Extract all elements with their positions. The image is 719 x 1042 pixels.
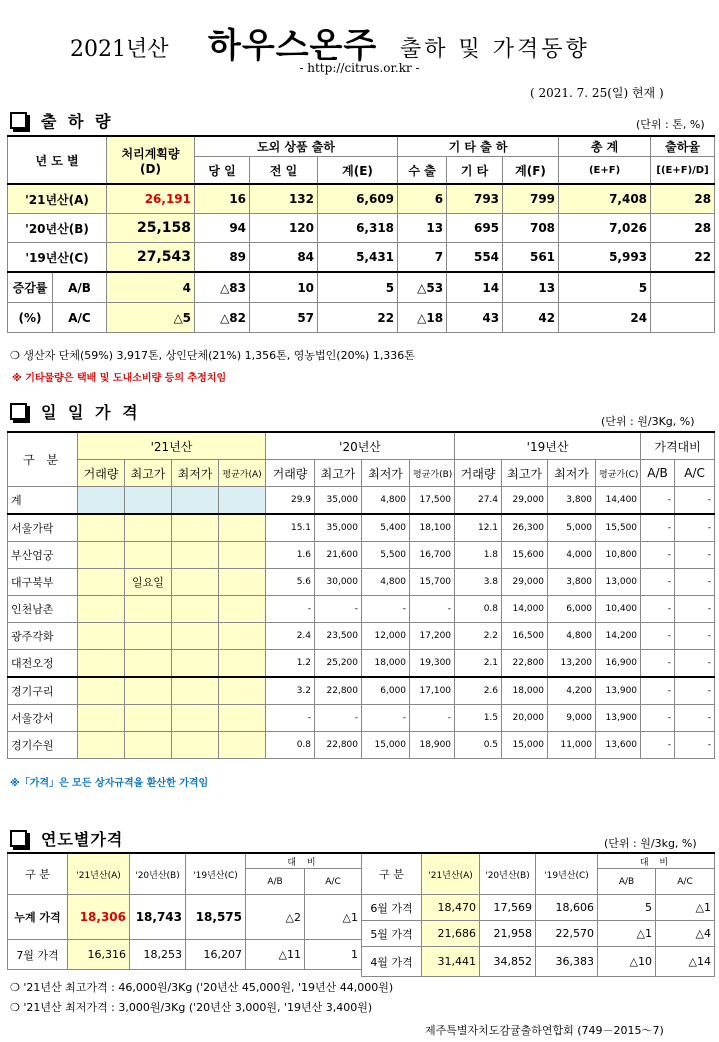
table-row: 6월 가격 18,470 17,569 18,606 5 △1 xyxy=(362,895,715,921)
table-row: 경기구리 3.2 22,800 6,000 17,100 2.6 18,000 4,200 13,900 - - xyxy=(8,677,715,705)
section-yearly-title xyxy=(10,827,123,850)
section-label: 출 하 량 xyxy=(41,112,114,131)
table-row: 대구북부 일요일 5.6 30,000 4,800 15,700 3.8 29,000 3,800 13,000 - - xyxy=(8,569,715,596)
header-year: 년 도 별 xyxy=(8,136,107,184)
header-total-code: (E+F) xyxy=(559,157,651,185)
header-today: 당 일 xyxy=(195,157,250,185)
table-row: 대전오정 1.2 25,200 18,000 19,300 2.1 22,800 13,200 16,900 - - xyxy=(8,650,715,678)
table-row: 서울가락 15.1 35,000 5,400 18,100 12.1 26,300 5,000 15,500 - - xyxy=(8,514,715,542)
yearly-left-table: 구 분 '21년산(A) '20년산(B) '19년산(C) 대 비 A/B A/C 누계 가격 18,306 18,743 18,575 △2 △1 7월 가격 16,316 18,253 16,207 △11 1 xyxy=(7,852,362,970)
header-rate: 출하율 xyxy=(651,136,715,157)
title-subtitle: 출하 및 가격동향 xyxy=(400,37,590,62)
yearly-note-max: ❍ '21년산 최고가격 : 46,000원/3Kg ('20년산 45,000원, '19년산 44,000원) xyxy=(10,981,394,994)
header-subtotal-f: 계(F) xyxy=(503,157,559,185)
checkbox-square-icon xyxy=(10,112,27,129)
table-row: 7월 가격 16,316 18,253 16,207 △11 1 xyxy=(8,940,362,970)
table-row: 누계 가격 18,306 18,743 18,575 △2 △1 xyxy=(8,895,362,940)
table-row: '19년산(C) 27,543 89 84 5,431 7 554 561 5,993 22 xyxy=(8,243,715,273)
table-row: 계 29.9 35,000 4,800 17,500 27.4 29,000 3,800 14,400 - - xyxy=(8,487,715,515)
header-subtotal-e: 계(E) xyxy=(318,157,398,185)
header-plan: 처리계획량 (D) xyxy=(107,136,195,184)
header-div: 구 분 xyxy=(8,432,78,487)
table-row: 서울강서 - - - - 1.5 20,000 9,000 13,900 - - xyxy=(8,705,715,732)
title-main: 하우스온주 xyxy=(208,26,378,66)
checkbox-square-icon xyxy=(10,403,27,420)
table-row: 경기수원 0.8 22,800 15,000 18,900 0.5 15,000 11,000 13,600 - - xyxy=(8,732,715,759)
yearly-note-min: ❍ '21년산 최저가격 : 3,000원/3Kg ('20년산 3,000원, '19년산 3,400원) xyxy=(10,1001,373,1014)
section-shipment-title xyxy=(10,109,114,132)
table-row: 5월 가격 21,686 21,958 22,570 △1 △4 xyxy=(362,921,715,947)
circle-bullet-icon: ❍ xyxy=(10,1001,20,1014)
table-row: 증감률 A/B 4 △83 10 5 △53 14 13 5 xyxy=(8,272,715,303)
shipment-note-estimate: ※ 기타물량은 택배 및 도내소비량 등의 추정치임 xyxy=(12,373,227,384)
daily-rows xyxy=(8,487,715,759)
circle-bullet-icon: ❍ xyxy=(10,349,20,362)
header-rate-code: [(E+F)/D] xyxy=(651,157,715,185)
header-prev-day: 전 일 xyxy=(250,157,318,185)
header-other: 기 타 출 하 xyxy=(398,136,559,157)
checkbox-square-icon xyxy=(10,830,27,847)
site-url: - http://citrus.or.kr - xyxy=(299,61,420,75)
header-domestic: 도외 상품 출하 xyxy=(195,136,398,157)
header-export: 수 출 xyxy=(398,157,447,185)
header-etc: 기 타 xyxy=(447,157,503,185)
header-y19: '19년산 xyxy=(455,432,641,460)
footer-org: 제주특별자치도감귤출하연합회 (749－2015～7) xyxy=(425,1024,664,1037)
header-y21: '21년산 xyxy=(78,432,266,460)
shipment-note-producers: ❍ 생산자 단체(59%) 3,917톤, 상인단체(21%) 1,356톤, 영농법인(20%) 1,336톤 xyxy=(10,349,415,362)
table-row: 인천남촌 - - - - 0.8 14,000 6,000 10,400 - - xyxy=(8,596,715,623)
table-row: 부산엄궁 1.6 21,600 5,500 16,700 1.8 15,600 4,000 10,800 - - xyxy=(8,542,715,569)
daily-note: ※「가격」은 모든 상자규격을 환산한 가격임 xyxy=(10,778,209,789)
daily-price-table: 구 분 '21년산 '20년산 '19년산 가격대비 거래량 최고가 최저가 평균가(A) 거래량 최고가 최저가 평균가(B) 거래량 최고가 최저가 평균가(C) A/B A/C 계 29.9 35,000 4,800 17,500 27.4 29,000 3,800 14,400 - - 서울가락 15.1 35,000 5,400 18,100 12.1 26,300 5,000 15,500 - - 부산엄궁 1.6 21,600 5,500 16,700 1.8 15,600 4,000 10,800 - - 대구북부 일요일 5.6 30,000 4,800 15,700 3.8 29,000 3,800 13,000 - - 인천남촌 - - - - 0.8 14,000 6,000 10,400 - - 광주각화 2.4 23,500 12,000 17,200 2.2 16,500 4,800 14,200 - - 대전오정 1.2 25,200 18,000 19,300 2.1 22,800 13,200 16,900 - - 경기구리 3.2 22,800 6,000 17,100 2.6 18,000 4,200 13,900 - - 서울강서 - - - - 1.5 20,000 9,000 13,900 - - 경기수원 0.8 22,800 15,000 18,900 0.5 15,000 11,000 13,600 - - xyxy=(7,431,715,759)
yearly-unit: (단위 : 원/3kg, %) xyxy=(604,837,697,850)
shipment-table xyxy=(7,135,715,333)
header-cmp: 가격대비 xyxy=(641,432,715,460)
shipment-unit: (단위 : 톤, %) xyxy=(636,118,705,131)
daily-unit: (단위 : 원/3Kg, %) xyxy=(601,415,695,428)
report-date: ( 2021. 7. 25(일) 현재 ) xyxy=(530,86,664,100)
table-row: '20년산(B) 25,158 94 120 6,318 13 695 708 7,026 28 xyxy=(8,214,715,243)
yearly-right-table: 구 분 '21년산(A) '20년산(B) '19년산(C) 대 비 A/B A/C 6월 가격 18,470 17,569 18,606 5 △1 5월 가격 21,686 21,958 22,570 △1 △4 4월 가격 31,441 34,852 36,383 △10 △14 xyxy=(361,852,715,977)
table-row: 4월 가격 31,441 34,852 36,383 △10 △14 xyxy=(362,947,715,977)
section-label: 연도별가격 xyxy=(41,830,124,849)
table-row: '21년산(A) 26,191 16 132 6,609 6 793 799 7,408 28 xyxy=(8,184,715,214)
header-total: 총 계 xyxy=(559,136,651,157)
section-label: 일 일 가 격 xyxy=(41,403,141,422)
table-row: 광주각화 2.4 23,500 12,000 17,200 2.2 16,500 4,800 14,200 - - xyxy=(8,623,715,650)
circle-bullet-icon: ❍ xyxy=(10,981,20,994)
table-row: (%) A/C △5 △82 57 22 △18 43 42 24 xyxy=(8,303,715,333)
header-y20: '20년산 xyxy=(266,432,455,460)
title-year: 2021년산 xyxy=(70,37,169,62)
section-daily-title xyxy=(10,400,141,423)
